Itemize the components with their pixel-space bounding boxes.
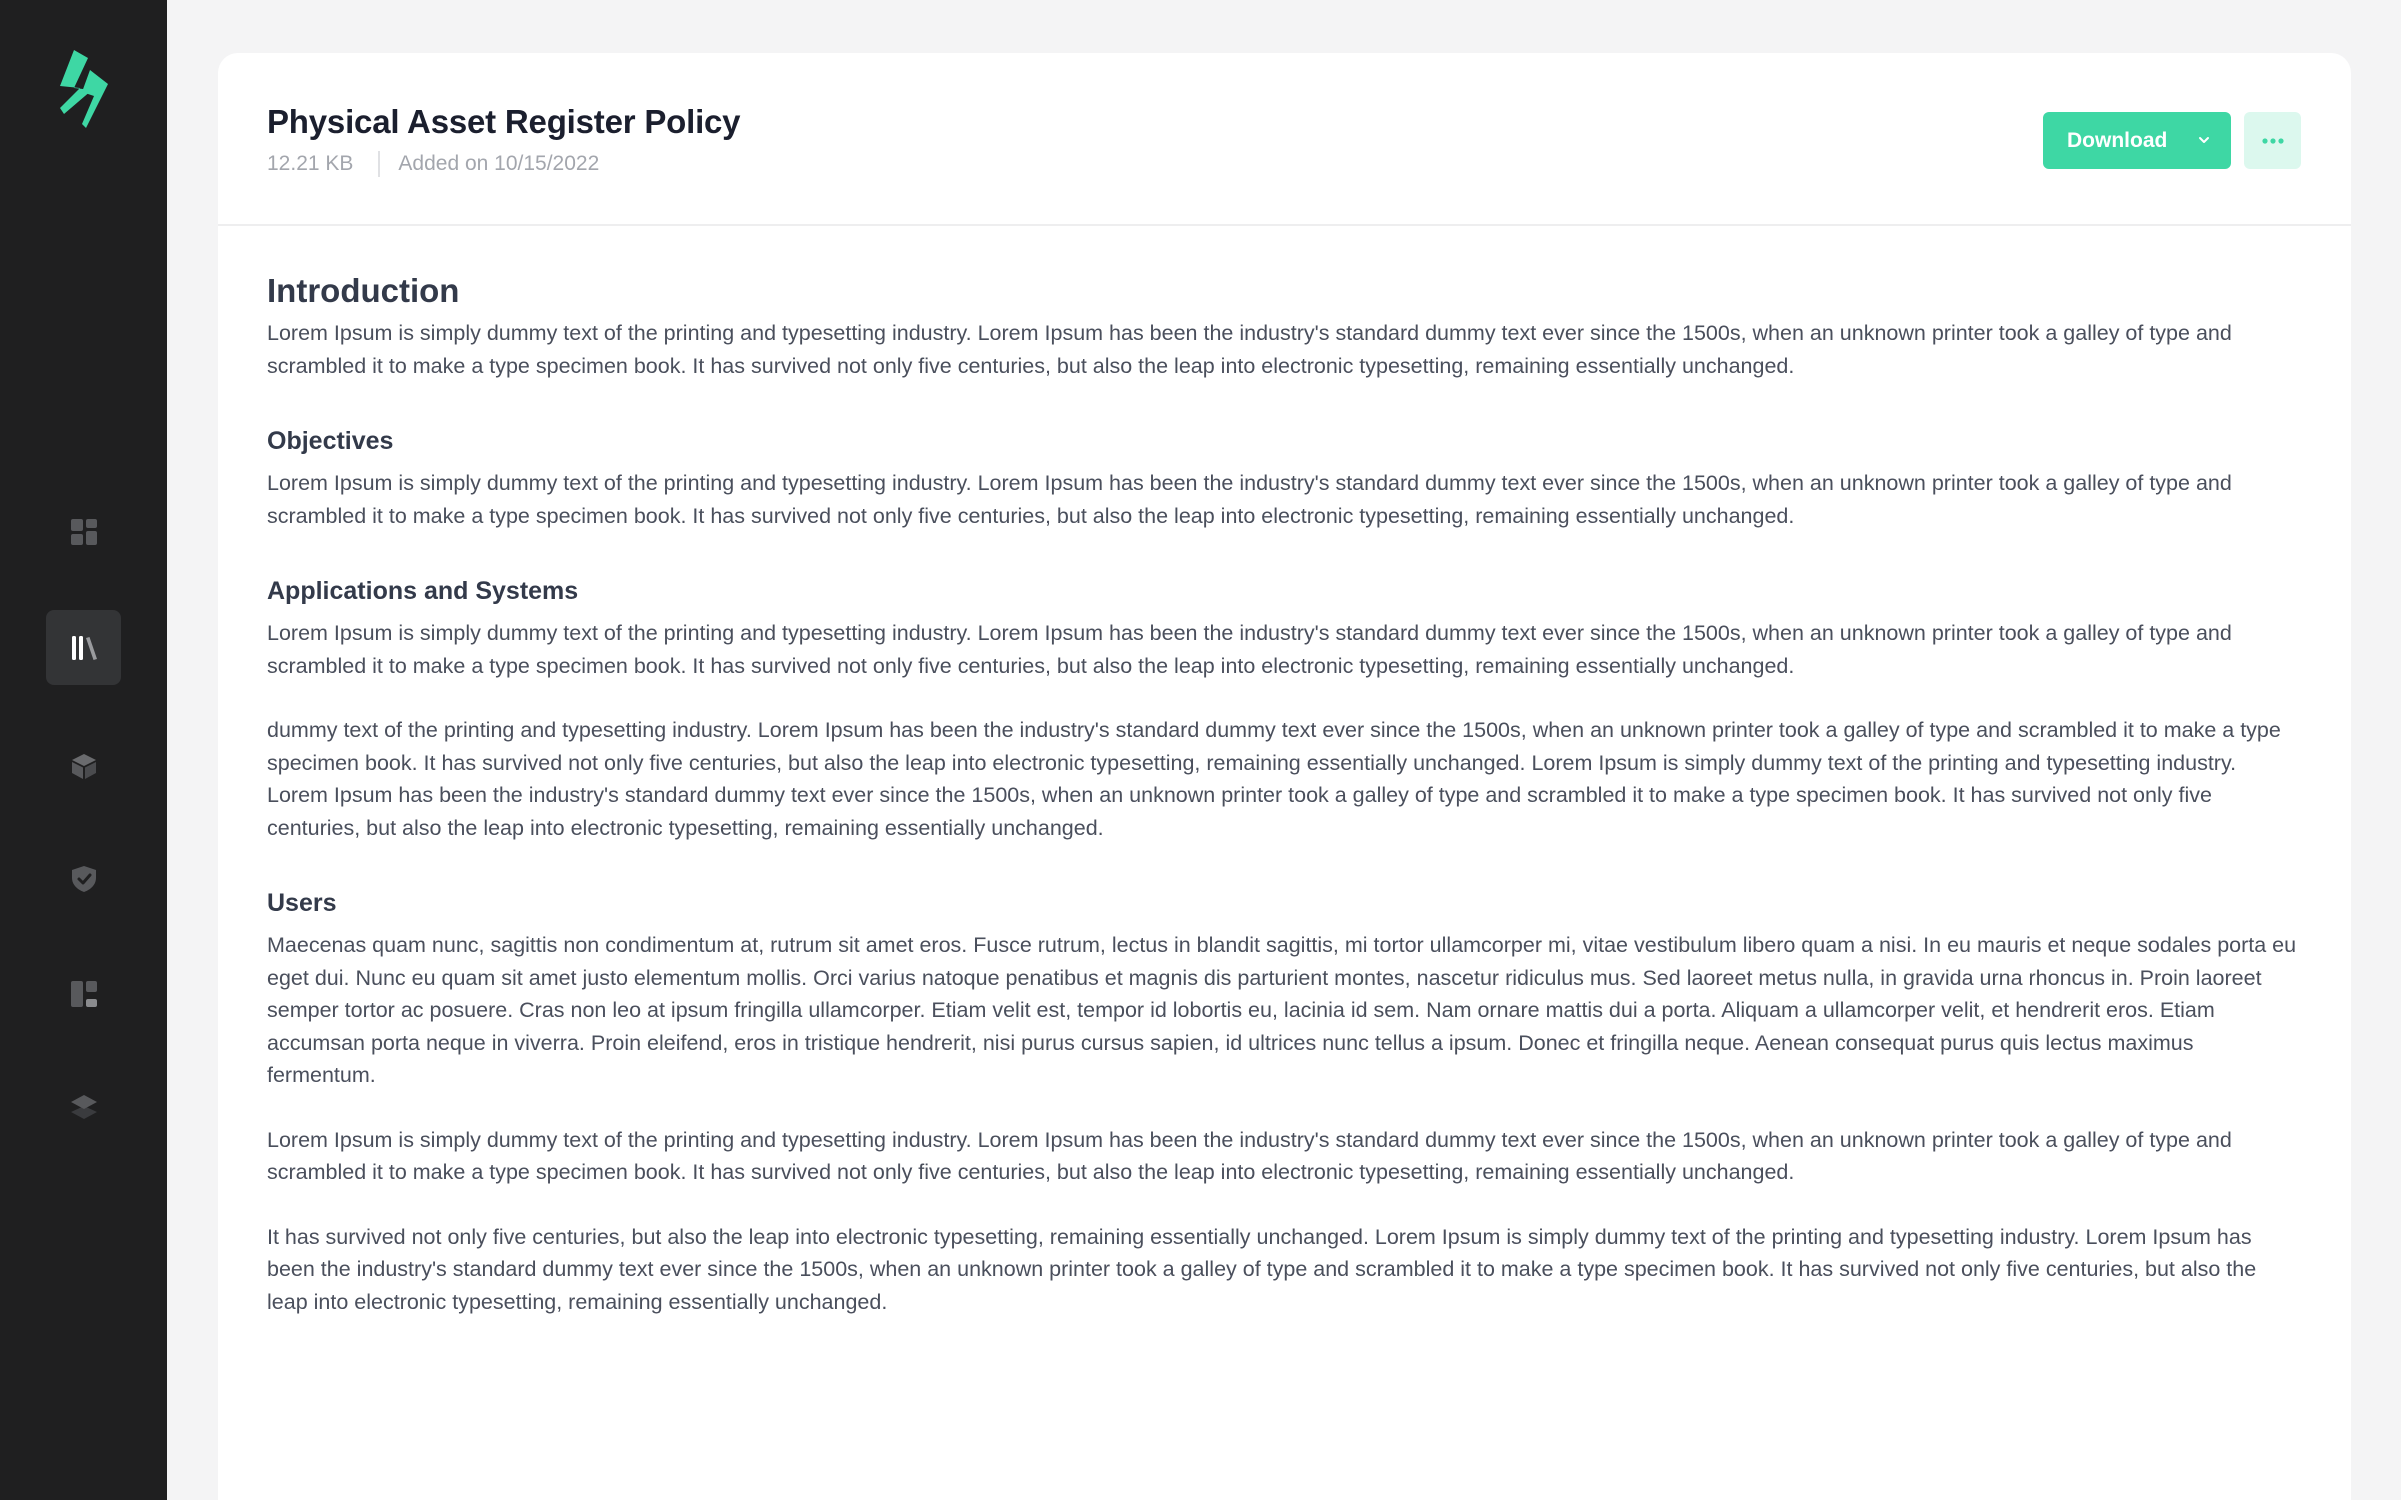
document-header xyxy=(218,53,2351,226)
document-meta xyxy=(267,151,599,177)
section-title-introduction: Introduction xyxy=(267,272,460,309)
layout-icon xyxy=(69,979,99,1009)
page-title: Physical Asset Register Policy xyxy=(267,103,741,140)
cube-icon xyxy=(69,751,99,781)
paragraph: dummy text of the printing and typesetting industry. Lorem Ipsum has been the industry's standard dummy text ever since the 1500s, when an unknown printer took a galley of type and scrambled it to make a type specimen book. It has survived not only five centuries, but also the leap into electronic typesetting, remaining essentially unchanged. Lorem Ipsum is simply dummy text of the printing and typesetting industry. Lorem Ipsum has been the industry's standard dummy text ever since the 1500s, when an unknown printer took a galley of type and scrambled it to make a type specimen book. It has survived not only five centuries, but also the leap into electronic typesetting, remaining essentially unchanged. xyxy=(267,718,2281,840)
chevron-down-icon[interactable] xyxy=(2197,134,2211,146)
added-date: Added on 10/15/2022 xyxy=(398,152,600,175)
layers-icon xyxy=(69,1092,99,1122)
paragraph: It has survived not only five centuries, but also the leap into electronic typesetting, remaining essentially unchanged. Lorem Ipsum is simply dummy text of the printing and typesetting industry. Lorem Ipsum has been the industry's standard dummy text ever since the 1500s, when an unknown printer took a galley of type and scrambled it to make a type specimen book. It has survived not only five centuries, but also the leap into electronic typesetting, remaining essentially unchanged. xyxy=(267,1224,2257,1314)
paragraph: Maecenas quam nunc, sagittis non condimentum at, rutrum sit amet eros. Fusce rutrum, lectus in blandit sagittis, mi tortor ullamcorper mi, vitae vestibulum libero quam a nisi. In eu mauris et neque sodales porta eu eget dui. Nunc eu quam sit amet justo elementum mollis. Orci varius natoque penatibus et magnis dis parturient montes, nascetur ridiculus mus. Sed laoreet metus nulla, in gravida urna rhoncus in. Proin laoreet semper tortor ac posuere. Cras non leo at ipsum fringilla ullamcorper. Etiam velit est, tempor id lobortis eu, lacinia id sem. Nam ornare mattis dui a porta. Aliquam a ullamcorper velit, et hendrerit eros. Etiam accumsan porta neque in viverra. Proin eleifend, eros in tristique hendrerit, nisi purus cursus sapien, id ultrices nunc tellus a ipsum. Donec et fringilla neque. Aenean consequat purus quis lectus maximus fermentum. xyxy=(267,933,2297,1087)
paragraph: Lorem Ipsum is simply dummy text of the printing and typesetting industry. Lorem Ipsum has been the industry's standard dummy text ever since the 1500s, when an unknown printer took a galley of type and scrambled it to make a type specimen book. It has survived not only five centuries, but also the leap into electronic typesetting, remaining essentially unchanged. xyxy=(267,321,2232,378)
section-title-users: Users xyxy=(267,889,337,917)
nav-layout[interactable] xyxy=(46,956,121,1031)
section-title-objectives: Objectives xyxy=(267,427,394,455)
nav-assets[interactable] xyxy=(46,728,121,803)
more-horizontal-icon xyxy=(2262,138,2284,144)
nav-layers[interactable] xyxy=(46,1069,121,1144)
bolt-logo[interactable] xyxy=(52,48,114,130)
paragraph: Lorem Ipsum is simply dummy text of the printing and typesetting industry. Lorem Ipsum has been the industry's standard dummy text ever since the 1500s, when an unknown printer took a galley of type and scrambled it to make a type specimen book. It has survived not only five centuries, but also the leap into electronic typesetting, remaining essentially unchanged. xyxy=(267,621,2232,678)
meta-divider xyxy=(378,151,380,177)
file-size: 12.21 KB xyxy=(267,152,354,175)
more-options-button[interactable] xyxy=(2244,112,2301,169)
section-title-applications: Applications and Systems xyxy=(267,577,579,605)
download-button[interactable] xyxy=(2043,112,2231,169)
shield-check-icon xyxy=(69,864,99,894)
nav-security[interactable] xyxy=(46,841,121,916)
library-icon xyxy=(69,633,99,663)
document-card xyxy=(218,53,2351,1500)
paragraph: Lorem Ipsum is simply dummy text of the printing and typesetting industry. Lorem Ipsum has been the industry's standard dummy text ever since the 1500s, when an unknown printer took a galley of type and scrambled it to make a type specimen book. It has survived not only five centuries, but also the leap into electronic typesetting, remaining essentially unchanged. xyxy=(267,471,2232,528)
download-label: Download xyxy=(2067,128,2168,152)
sidebar xyxy=(0,0,167,1500)
nav-dashboard[interactable] xyxy=(46,494,121,569)
paragraph: Lorem Ipsum is simply dummy text of the printing and typesetting industry. Lorem Ipsum has been the industry's standard dummy text ever since the 1500s, when an unknown printer took a galley of type and scrambled it to make a type specimen book. It has survived not only five centuries, but also the leap into electronic typesetting, remaining essentially unchanged. xyxy=(267,1127,2232,1184)
dashboard-icon xyxy=(69,517,99,547)
document-content xyxy=(267,271,2302,1318)
nav-library[interactable] xyxy=(46,610,121,685)
